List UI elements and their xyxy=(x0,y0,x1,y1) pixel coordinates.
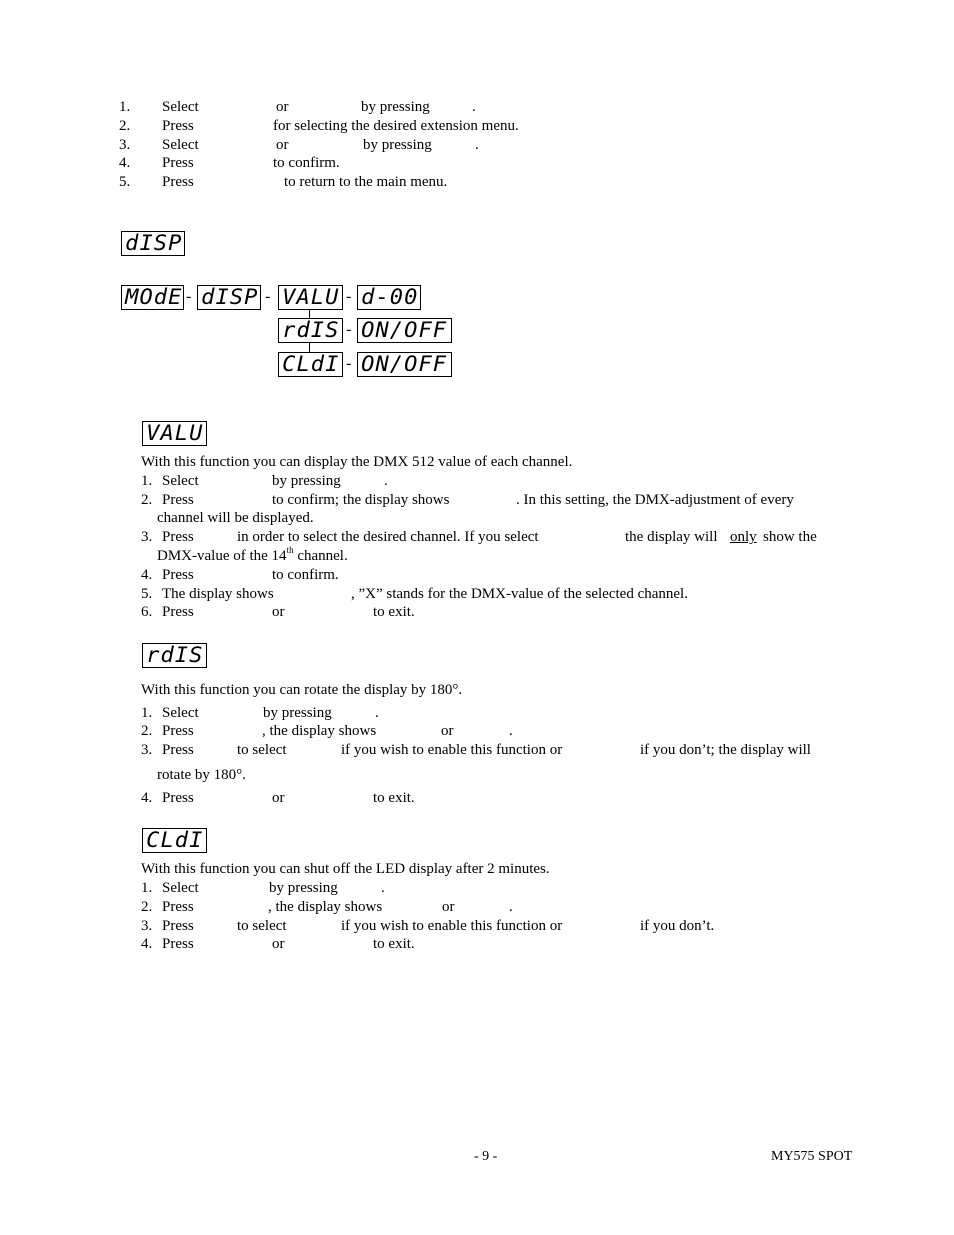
step-text: for selecting the desired extension menu. xyxy=(273,118,519,134)
step-number: 5. xyxy=(119,174,131,190)
step-text: Press xyxy=(162,604,194,620)
lcd-on-off-1: ON/OFF xyxy=(357,318,452,343)
step-text: . xyxy=(509,899,513,915)
step-text: to select xyxy=(237,918,287,934)
step-number: 4. xyxy=(141,567,153,583)
step-text: if you don’t. xyxy=(640,918,715,934)
step-text: to confirm. xyxy=(273,155,340,171)
step-text: by pressing xyxy=(269,880,338,896)
step-text: or xyxy=(276,99,289,115)
step-number: 6. xyxy=(141,604,153,620)
step-text: . xyxy=(381,880,385,896)
step-text: Press xyxy=(162,492,194,508)
step-text: or xyxy=(441,723,454,739)
step-text: to select xyxy=(237,742,287,758)
step-text: . xyxy=(472,99,476,115)
lcd-rdis-heading: rdIS xyxy=(142,643,207,668)
step-text: . xyxy=(475,137,479,153)
lcd-disp: dISP xyxy=(197,285,261,310)
step-text: Select xyxy=(162,705,199,721)
step-number: 4. xyxy=(141,936,153,952)
step-text: rotate by 180°. xyxy=(157,767,246,783)
lcd-d-00: d-00 xyxy=(357,285,421,310)
step-text: , the display shows xyxy=(268,899,383,915)
step-number: 3. xyxy=(141,742,153,758)
step-number: 1. xyxy=(141,705,153,721)
lcd-valu: VALU xyxy=(278,285,343,310)
step-text: Press xyxy=(162,118,194,134)
lcd-valu-heading: VALU xyxy=(142,421,207,446)
step-number: 2. xyxy=(141,899,153,915)
step-number: 3. xyxy=(119,137,131,153)
connector: - xyxy=(265,288,271,305)
section-intro: With this function you can rotate the display by 180°. xyxy=(141,682,463,698)
step-text: if you wish to enable this function or xyxy=(341,918,563,934)
step-text: The display shows xyxy=(162,586,274,602)
lcd-cldi-heading: CLdI xyxy=(142,828,207,853)
lcd-disp-heading: dISP xyxy=(121,231,185,256)
section-intro: With this function you can display the DMX 512 value of each channel. xyxy=(141,454,573,470)
step-text: in order to select the desired channel. If you select xyxy=(237,529,539,545)
step-text: or xyxy=(272,790,285,806)
step-text: to exit. xyxy=(373,604,415,620)
step-text: show the xyxy=(763,529,817,545)
connector: - xyxy=(346,321,352,338)
connector-line xyxy=(309,310,310,318)
step-text: , ”X” stands for the DMX-value of the selected channel. xyxy=(351,586,688,602)
step-number: 1. xyxy=(119,99,131,115)
step-text: . xyxy=(384,473,388,489)
step-text: Press xyxy=(162,918,194,934)
connector: - xyxy=(346,288,352,305)
step-text: . xyxy=(509,723,513,739)
step-number: 2. xyxy=(141,492,153,508)
page-number: - 9 - xyxy=(474,1149,498,1164)
section-intro: With this function you can shut off the LED display after 2 minutes. xyxy=(141,861,550,877)
step-text: Select xyxy=(162,473,199,489)
step-text: or xyxy=(272,936,285,952)
emphasis-only: only xyxy=(730,529,757,545)
step-text: the display will xyxy=(625,529,718,545)
step-number: 3. xyxy=(141,918,153,934)
step-text: Select xyxy=(162,880,199,896)
step-number: 1. xyxy=(141,473,153,489)
step-text: if you wish to enable this function or xyxy=(341,742,563,758)
step-text: by pressing xyxy=(263,705,332,721)
step-text: or xyxy=(272,604,285,620)
step-number: 1. xyxy=(141,880,153,896)
lcd-on-off-2: ON/OFF xyxy=(357,352,452,377)
step-text: DMX-value of the 14th channel. xyxy=(157,545,348,564)
step-text: Press xyxy=(162,742,194,758)
step-number: 2. xyxy=(119,118,131,134)
step-text: Press xyxy=(162,723,194,739)
step-text: , the display shows xyxy=(262,723,377,739)
step-text: . In this setting, the DMX-adjustment of every xyxy=(516,492,794,508)
step-number: 3. xyxy=(141,529,153,545)
step-text: by pressing xyxy=(363,137,432,153)
step-text: to confirm; the display shows xyxy=(272,492,450,508)
step-text: channel will be displayed. xyxy=(157,510,314,526)
step-text: Press xyxy=(162,899,194,915)
step-text: Select xyxy=(162,99,199,115)
model-name: MY575 SPOT xyxy=(771,1149,853,1164)
step-text: by pressing xyxy=(272,473,341,489)
step-number: 4. xyxy=(141,790,153,806)
step-text: if you don’t; the display will xyxy=(640,742,811,758)
step-text: . xyxy=(375,705,379,721)
step-text: or xyxy=(276,137,289,153)
step-text: or xyxy=(442,899,455,915)
step-text: Press xyxy=(162,936,194,952)
step-text: to return to the main menu. xyxy=(284,174,448,190)
step-number: 5. xyxy=(141,586,153,602)
step-text: to confirm. xyxy=(272,567,339,583)
step-text: Press xyxy=(162,155,194,171)
step-text: to exit. xyxy=(373,790,415,806)
connector-line xyxy=(309,343,310,352)
lcd-rdis: rdIS xyxy=(278,318,343,343)
lcd-mode: MOdE xyxy=(121,285,184,310)
connector: - xyxy=(346,355,352,372)
step-text: Press xyxy=(162,567,194,583)
connector: - xyxy=(186,288,192,305)
step-text: by pressing xyxy=(361,99,430,115)
step-text: to exit. xyxy=(373,936,415,952)
lcd-cldi: CLdI xyxy=(278,352,343,377)
step-number: 4. xyxy=(119,155,131,171)
superscript: th xyxy=(286,545,294,555)
step-number: 2. xyxy=(141,723,153,739)
step-text: Press xyxy=(162,174,194,190)
step-text: Select xyxy=(162,137,199,153)
step-text: Press xyxy=(162,529,194,545)
step-text: Press xyxy=(162,790,194,806)
